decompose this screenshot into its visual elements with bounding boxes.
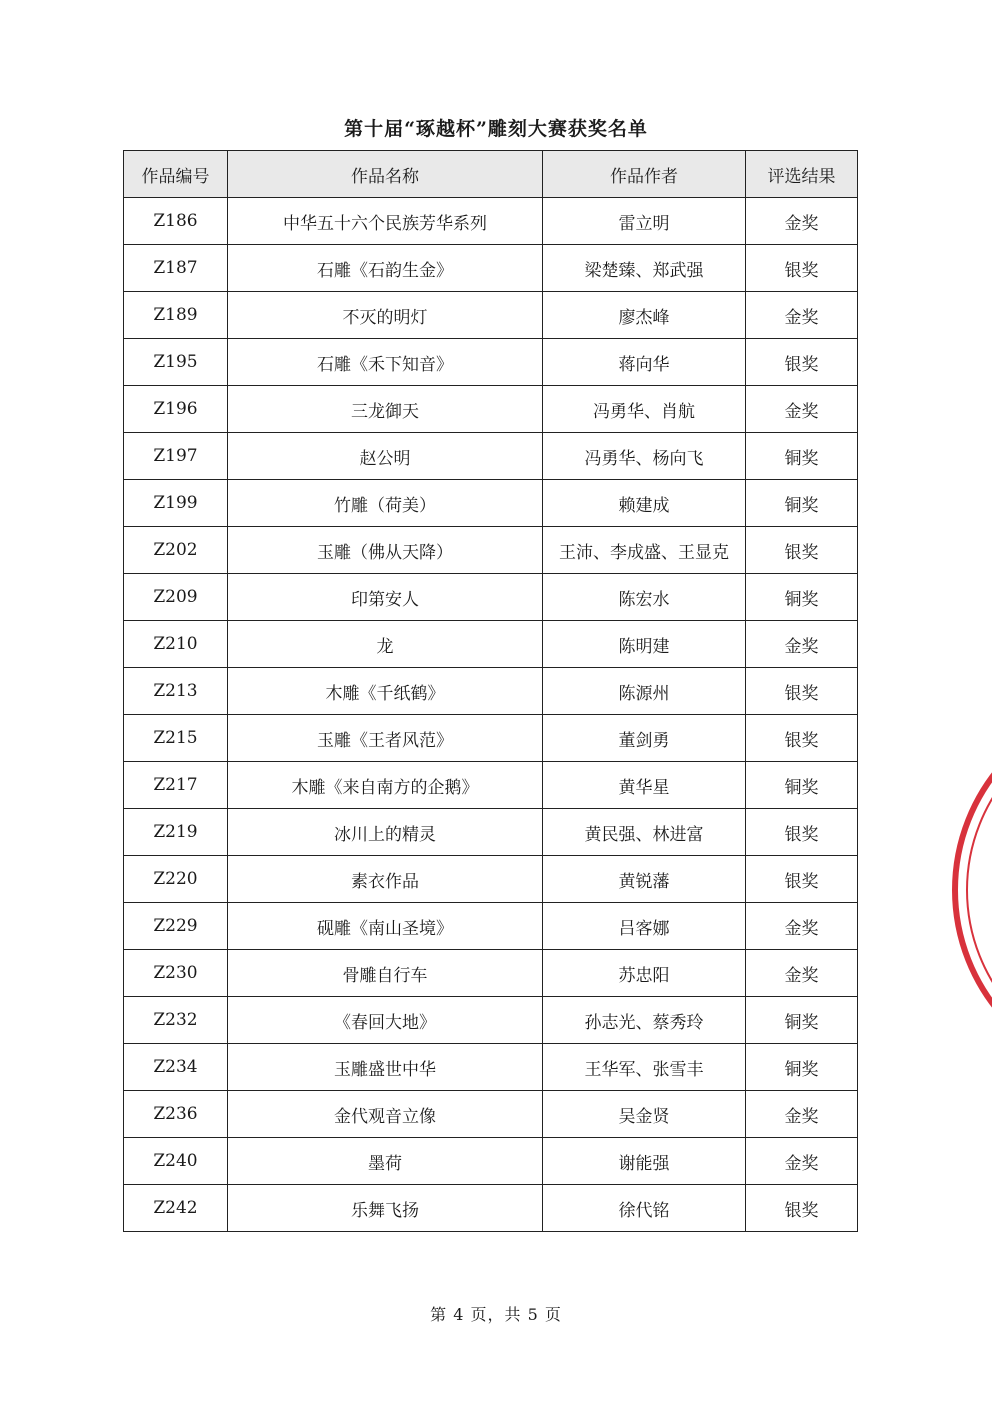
cell-result: 银奖 <box>746 715 858 762</box>
table-row <box>124 292 858 339</box>
page-footer: 第 4 页，共 5 页 <box>430 1305 562 1324</box>
cell-result: 银奖 <box>746 527 858 574</box>
cell-work-author: 徐代铭 <box>543 1185 746 1232</box>
cell-work-name: 素衣作品 <box>228 856 543 903</box>
cell-work-name: 印第安人 <box>228 574 543 621</box>
cell-result: 银奖 <box>746 809 858 856</box>
cell-work-author: 冯勇华、肖航 <box>543 386 746 433</box>
table-body <box>124 198 858 1232</box>
cell-result: 金奖 <box>746 1091 858 1138</box>
cell-result: 银奖 <box>746 856 858 903</box>
cell-work-author: 黄锐藩 <box>543 856 746 903</box>
table-row <box>124 903 858 950</box>
cell-work-id: Z197 <box>124 433 228 480</box>
table-row <box>124 1185 858 1232</box>
cell-work-id: Z230 <box>124 950 228 997</box>
cell-result: 铜奖 <box>746 480 858 527</box>
cell-work-name: 玉雕盛世中华 <box>228 1044 543 1091</box>
cell-work-id: Z196 <box>124 386 228 433</box>
cell-work-author: 孙志光、蔡秀玲 <box>543 997 746 1044</box>
table-row <box>124 715 858 762</box>
header-row <box>124 151 858 198</box>
table-row <box>124 997 858 1044</box>
cell-work-id: Z242 <box>124 1185 228 1232</box>
cell-result: 银奖 <box>746 339 858 386</box>
cell-work-author: 谢能强 <box>543 1138 746 1185</box>
cell-work-name: 赵公明 <box>228 433 543 480</box>
official-seal <box>935 675 992 1115</box>
table-row <box>124 621 858 668</box>
cell-work-author: 董剑勇 <box>543 715 746 762</box>
table-row <box>124 809 858 856</box>
cell-work-name: 玉雕（佛从天降） <box>228 527 543 574</box>
table-header <box>124 151 858 198</box>
cell-work-id: Z217 <box>124 762 228 809</box>
cell-work-id: Z234 <box>124 1044 228 1091</box>
seal-inner-ring <box>967 712 992 1068</box>
cell-result: 金奖 <box>746 903 858 950</box>
cell-result: 银奖 <box>746 245 858 292</box>
cell-work-author: 黄民强、林进富 <box>543 809 746 856</box>
table-row <box>124 762 858 809</box>
cell-result: 金奖 <box>746 198 858 245</box>
cell-work-author: 陈源州 <box>543 668 746 715</box>
cell-work-name: 《春回大地》 <box>228 997 543 1044</box>
cell-result: 银奖 <box>746 1185 858 1232</box>
cell-result: 金奖 <box>746 1138 858 1185</box>
cell-work-name: 石雕《禾下知音》 <box>228 339 543 386</box>
cell-work-name: 三龙御天 <box>228 386 543 433</box>
cell-result: 金奖 <box>746 292 858 339</box>
document-title: 第十届“琢越杯”雕刻大赛获奖名单 <box>344 118 648 140</box>
header-work-id: 作品编号 <box>124 151 228 198</box>
cell-work-author: 廖杰峰 <box>543 292 746 339</box>
table-row <box>124 198 858 245</box>
table-row <box>124 856 858 903</box>
table-row <box>124 1138 858 1185</box>
table-row <box>124 668 858 715</box>
header-result: 评选结果 <box>746 151 858 198</box>
cell-work-author: 陈宏水 <box>543 574 746 621</box>
table-row <box>124 339 858 386</box>
cell-work-id: Z219 <box>124 809 228 856</box>
cell-work-id: Z195 <box>124 339 228 386</box>
cell-work-author: 王华军、张雪丰 <box>543 1044 746 1091</box>
cell-work-author: 冯勇华、杨向飞 <box>543 433 746 480</box>
cell-result: 铜奖 <box>746 997 858 1044</box>
cell-work-id: Z209 <box>124 574 228 621</box>
table-row <box>124 245 858 292</box>
cell-work-author: 蒋向华 <box>543 339 746 386</box>
cell-work-author: 赖建成 <box>543 480 746 527</box>
cell-work-author: 苏忠阳 <box>543 950 746 997</box>
cell-work-name: 竹雕（荷美） <box>228 480 543 527</box>
cell-work-name: 乐舞飞扬 <box>228 1185 543 1232</box>
cell-work-id: Z240 <box>124 1138 228 1185</box>
cell-work-author: 陈明建 <box>543 621 746 668</box>
table-row <box>124 1091 858 1138</box>
seal-icon <box>935 675 992 1115</box>
cell-work-author: 吴金贤 <box>543 1091 746 1138</box>
cell-work-id: Z236 <box>124 1091 228 1138</box>
cell-work-author: 梁楚臻、郑武强 <box>543 245 746 292</box>
cell-work-id: Z215 <box>124 715 228 762</box>
cell-work-id: Z202 <box>124 527 228 574</box>
cell-work-author: 吕客娜 <box>543 903 746 950</box>
cell-work-author: 雷立明 <box>543 198 746 245</box>
cell-work-id: Z232 <box>124 997 228 1044</box>
cell-work-author: 黄华星 <box>543 762 746 809</box>
cell-work-id: Z187 <box>124 245 228 292</box>
cell-work-name: 骨雕自行车 <box>228 950 543 997</box>
cell-work-name: 木雕《千纸鹤》 <box>228 668 543 715</box>
cell-work-id: Z229 <box>124 903 228 950</box>
cell-result: 金奖 <box>746 386 858 433</box>
table-row <box>124 574 858 621</box>
cell-work-name: 中华五十六个民族芳华系列 <box>228 198 543 245</box>
seal-ring <box>955 700 992 1080</box>
cell-work-name: 冰川上的精灵 <box>228 809 543 856</box>
table-row <box>124 1044 858 1091</box>
cell-work-name: 砚雕《南山圣境》 <box>228 903 543 950</box>
cell-work-id: Z186 <box>124 198 228 245</box>
table-row <box>124 480 858 527</box>
cell-result: 铜奖 <box>746 762 858 809</box>
cell-work-name: 墨荷 <box>228 1138 543 1185</box>
cell-work-name: 玉雕《王者风范》 <box>228 715 543 762</box>
cell-work-name: 不灭的明灯 <box>228 292 543 339</box>
cell-work-id: Z189 <box>124 292 228 339</box>
cell-result: 铜奖 <box>746 574 858 621</box>
cell-result: 金奖 <box>746 621 858 668</box>
cell-work-id: Z220 <box>124 856 228 903</box>
table-row <box>124 527 858 574</box>
cell-result: 金奖 <box>746 950 858 997</box>
cell-result: 银奖 <box>746 668 858 715</box>
cell-work-author: 王沛、李成盛、王显克 <box>543 527 746 574</box>
table-row <box>124 386 858 433</box>
header-work-author: 作品作者 <box>543 151 746 198</box>
cell-work-name: 金代观音立像 <box>228 1091 543 1138</box>
cell-result: 铜奖 <box>746 433 858 480</box>
cell-work-id: Z210 <box>124 621 228 668</box>
table-row <box>124 433 858 480</box>
cell-work-name: 石雕《石韵生金》 <box>228 245 543 292</box>
cell-work-id: Z213 <box>124 668 228 715</box>
cell-work-name: 木雕《来自南方的企鹅》 <box>228 762 543 809</box>
cell-work-id: Z199 <box>124 480 228 527</box>
cell-work-name: 龙 <box>228 621 543 668</box>
table-row <box>124 950 858 997</box>
awards-table <box>123 150 858 1232</box>
cell-result: 铜奖 <box>746 1044 858 1091</box>
header-work-name: 作品名称 <box>228 151 543 198</box>
